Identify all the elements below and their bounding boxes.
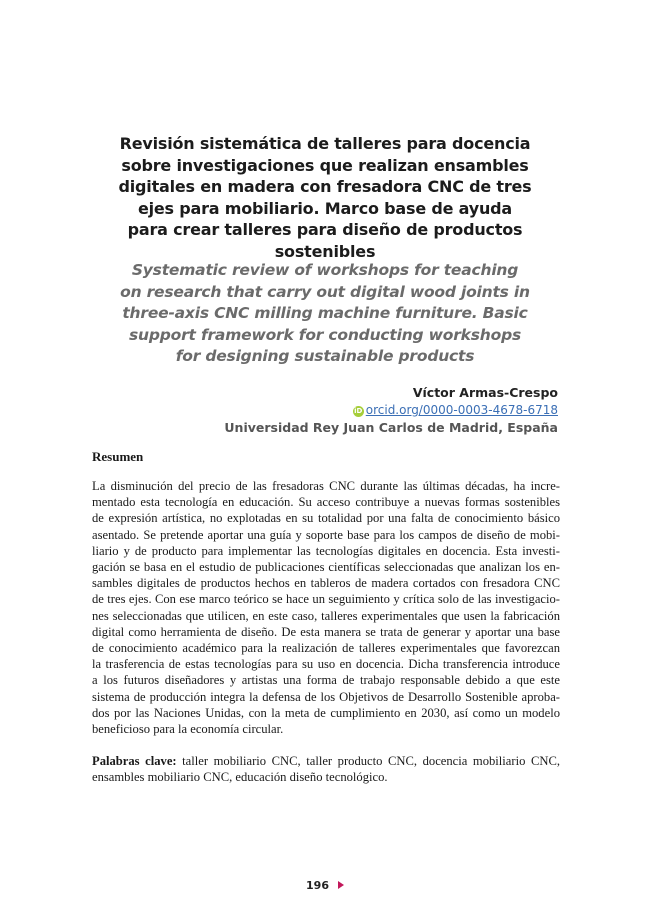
- abstract-line: a los futuros diseñadores y artistas una forma de trabajo responsable debido a que este: [92, 673, 560, 688]
- abstract-line: dos por las Naciones Unidas, con la meta de cumplimiento en 2030, así como un modelo: [92, 705, 560, 720]
- title-en-line: Systematic review of workshops for teaching: [131, 261, 519, 279]
- abstract-line: mentado esta tecnología en educación. Su acceso contribuye a nuevas formas sostenibles: [92, 495, 560, 510]
- keywords-text: taller mobiliario CNC, taller producto CNC, docencia mobiliario CNC,: [176, 754, 560, 768]
- page-footer: [0, 879, 650, 892]
- arrow-right-icon: [338, 881, 344, 889]
- keywords-label: Palabras clave:: [92, 754, 177, 768]
- title-es-line: Revisión sistemática de talleres para docencia: [119, 134, 531, 153]
- abstract-line: de expresión artística, no explotadas en su totalidad por una falta de conocimiento básico: [92, 511, 560, 526]
- abstract-line: liario y de producto para implementar las tecnologías digitales en docencia. Esta investi-: [92, 543, 560, 558]
- title-es-line: sobre investigaciones que realizan ensambles: [121, 155, 529, 175]
- title-es-line: ejes para mobiliario. Marco base de ayuda: [137, 198, 513, 218]
- author-block: [224, 384, 558, 437]
- title-es-line: para crear talleres para diseño de productos: [127, 220, 523, 239]
- title-english: [110, 260, 540, 368]
- title-en-line: for designing sustainable products: [175, 347, 475, 365]
- abstract-line: de tres ejes. Con ese marco teórico se hace un seguimiento y crítica solo de las investigacio-: [92, 592, 560, 607]
- orcid-link[interactable]: orcid.org/0000-0003-4678-6718: [365, 403, 558, 417]
- page-number: 196: [306, 879, 329, 892]
- orcid-line: [224, 402, 558, 419]
- title-es-line: digitales en madera con fresadora CNC de tres: [118, 177, 532, 196]
- title-es-line: sostenibles: [274, 241, 376, 261]
- abstract-line: gación se basa en el estudio de publicaciones científicas seleccionadas que analizan los en-: [92, 560, 560, 575]
- title-en-line: on research that carry out digital wood joints in: [120, 282, 530, 301]
- abstract-line: nes seleccionadas que utilicen, en este caso, talleres experimentales que usen la fabricación: [92, 608, 560, 623]
- abstract-line: la trasferencia de estas tecnologías para su uso en docencia. Dicha transferencia introduce: [92, 657, 560, 672]
- title-en-line: three-axis CNC milling machine furniture. Basic: [122, 304, 528, 322]
- abstract-line: beneficioso para la economía circular.: [92, 722, 284, 737]
- abstract-line: de conocimiento académico para la realización de talleres experimentales que favorezcan: [92, 641, 560, 656]
- abstract-line: sambles digitales de productos hechos en tableros de madera cortados con fresadora CNC: [92, 576, 560, 591]
- abstract-body: [92, 478, 560, 737]
- author-name: Víctor Armas-Crespo: [412, 385, 558, 400]
- abstract-heading: Resumen: [92, 449, 144, 464]
- keywords-block: [92, 753, 560, 785]
- orcid-icon: iD: [354, 407, 363, 415]
- abstract-line: asentado. Se pretende aportar una guía y soporte base para los campos de diseño de mobi-: [92, 527, 560, 542]
- title-en-line: support framework for conducting workshops: [129, 325, 521, 344]
- title-spanish: [110, 133, 540, 262]
- abstract-line: digital como herramienta de diseño. De esta manera se trata de generar y aportar una base: [92, 624, 560, 639]
- keywords-line: ensambles mobiliario CNC, educación diseño tecnológico.: [92, 770, 388, 785]
- abstract-line: La disminución del precio de las fresadoras CNC durante las últimas décadas, ha incre-: [92, 479, 560, 493]
- keywords-line: [92, 753, 560, 769]
- abstract-line: sistema de producción integra la defensa de los Objetivos de Desarrollo Sostenible aproba-: [92, 689, 560, 704]
- author-affiliation: Universidad Rey Juan Carlos de Madrid, España: [224, 420, 558, 435]
